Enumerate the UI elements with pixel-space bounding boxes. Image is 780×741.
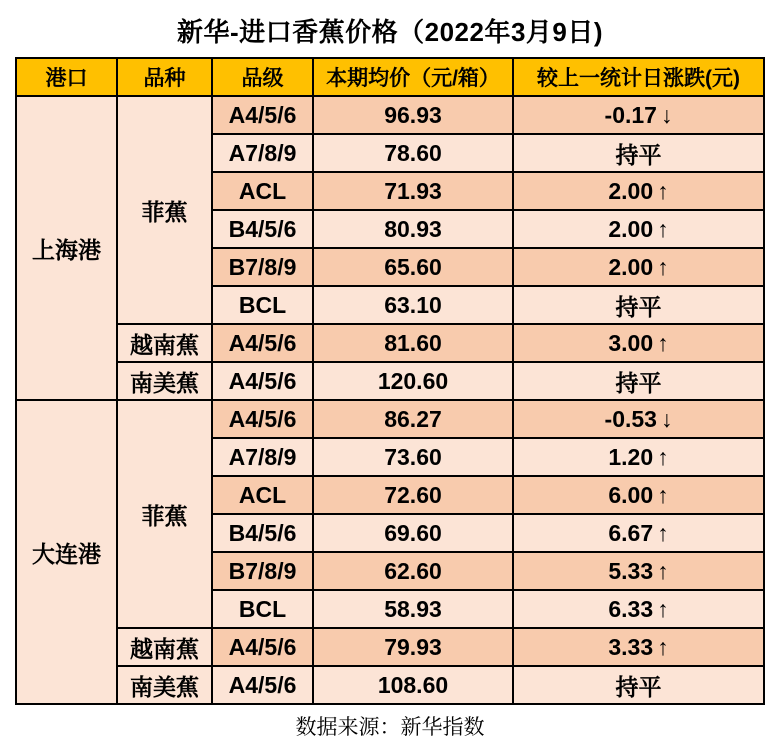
price-cell: 58.93 — [313, 590, 513, 628]
port-cell: 上海港 — [16, 96, 117, 400]
grade-cell: B7/8/9 — [212, 552, 313, 590]
up-arrow-icon: ↑ — [657, 329, 669, 356]
change-cell: 2.00 ↑ — [513, 172, 764, 210]
change-cell: -0.17 ↓ — [513, 96, 764, 134]
change-cell: 2.00 ↑ — [513, 210, 764, 248]
up-arrow-icon: ↑ — [657, 177, 669, 204]
table-row — [16, 666, 764, 704]
change-cell: 1.20 ↑ — [513, 438, 764, 476]
variety-cell: 菲蕉 — [117, 400, 212, 628]
price-cell: 96.93 — [313, 96, 513, 134]
grade-cell: ACL — [212, 476, 313, 514]
table-row — [16, 324, 764, 362]
price-cell: 72.60 — [313, 476, 513, 514]
grade-cell: B4/5/6 — [212, 210, 313, 248]
banana-price-table — [15, 57, 765, 705]
variety-cell: 菲蕉 — [117, 96, 212, 324]
port-cell: 大连港 — [16, 400, 117, 704]
grade-cell: A4/5/6 — [212, 96, 313, 134]
up-arrow-icon: ↑ — [657, 595, 669, 622]
grade-cell: B7/8/9 — [212, 248, 313, 286]
change-cell: -0.53 ↓ — [513, 400, 764, 438]
column-header: 港口 — [16, 58, 117, 96]
table-row — [16, 628, 764, 666]
column-header: 品级 — [212, 58, 313, 96]
grade-cell: A4/5/6 — [212, 362, 313, 400]
up-arrow-icon: ↑ — [657, 557, 669, 584]
change-cell: 持平 — [513, 286, 764, 324]
change-cell: 6.33 ↑ — [513, 590, 764, 628]
up-arrow-icon: ↑ — [657, 215, 669, 242]
grade-cell: A7/8/9 — [212, 134, 313, 172]
price-cell: 71.93 — [313, 172, 513, 210]
grade-cell: A4/5/6 — [212, 666, 313, 704]
up-arrow-icon: ↑ — [657, 253, 669, 280]
price-cell: 73.60 — [313, 438, 513, 476]
data-source: 数据来源：新华指数 — [295, 716, 485, 739]
grade-cell: A4/5/6 — [212, 324, 313, 362]
page-title: 新华-进口香蕉价格（2022年3月9日) — [176, 17, 604, 47]
change-cell: 2.00 ↑ — [513, 248, 764, 286]
variety-cell: 南美蕉 — [117, 666, 212, 704]
price-cell: 78.60 — [313, 134, 513, 172]
up-arrow-icon: ↑ — [657, 633, 669, 660]
change-cell: 持平 — [513, 134, 764, 172]
column-header: 品种 — [117, 58, 212, 96]
grade-cell: BCL — [212, 286, 313, 324]
table-row — [16, 400, 764, 438]
price-cell: 62.60 — [313, 552, 513, 590]
change-cell: 3.00 ↑ — [513, 324, 764, 362]
table-row — [16, 96, 764, 134]
table-row — [16, 362, 764, 400]
price-cell: 108.60 — [313, 666, 513, 704]
variety-cell: 越南蕉 — [117, 324, 212, 362]
price-cell: 79.93 — [313, 628, 513, 666]
variety-cell: 南美蕉 — [117, 362, 212, 400]
change-cell: 持平 — [513, 362, 764, 400]
grade-cell: A4/5/6 — [212, 628, 313, 666]
grade-cell: BCL — [212, 590, 313, 628]
price-cell: 80.93 — [313, 210, 513, 248]
price-cell: 86.27 — [313, 400, 513, 438]
price-cell: 120.60 — [313, 362, 513, 400]
up-arrow-icon: ↑ — [657, 443, 669, 470]
grade-cell: A7/8/9 — [212, 438, 313, 476]
table-body — [16, 96, 764, 704]
header-row — [16, 58, 764, 96]
change-cell: 6.00 ↑ — [513, 476, 764, 514]
grade-cell: ACL — [212, 172, 313, 210]
column-header: 较上一统计日涨跌(元) — [513, 58, 764, 96]
down-arrow-icon: ↓ — [660, 101, 673, 128]
price-cell: 63.10 — [313, 286, 513, 324]
column-header: 本期均价（元/箱） — [313, 58, 513, 96]
change-cell: 持平 — [513, 666, 764, 704]
price-cell: 65.60 — [313, 248, 513, 286]
up-arrow-icon: ↑ — [657, 481, 669, 508]
price-cell: 69.60 — [313, 514, 513, 552]
grade-cell: A4/5/6 — [212, 400, 313, 438]
change-cell: 6.67 ↑ — [513, 514, 764, 552]
change-cell: 5.33 ↑ — [513, 552, 764, 590]
grade-cell: B4/5/6 — [212, 514, 313, 552]
change-cell: 3.33 ↑ — [513, 628, 764, 666]
up-arrow-icon: ↑ — [657, 519, 669, 546]
variety-cell: 越南蕉 — [117, 628, 212, 666]
price-cell: 81.60 — [313, 324, 513, 362]
down-arrow-icon: ↓ — [660, 405, 673, 432]
